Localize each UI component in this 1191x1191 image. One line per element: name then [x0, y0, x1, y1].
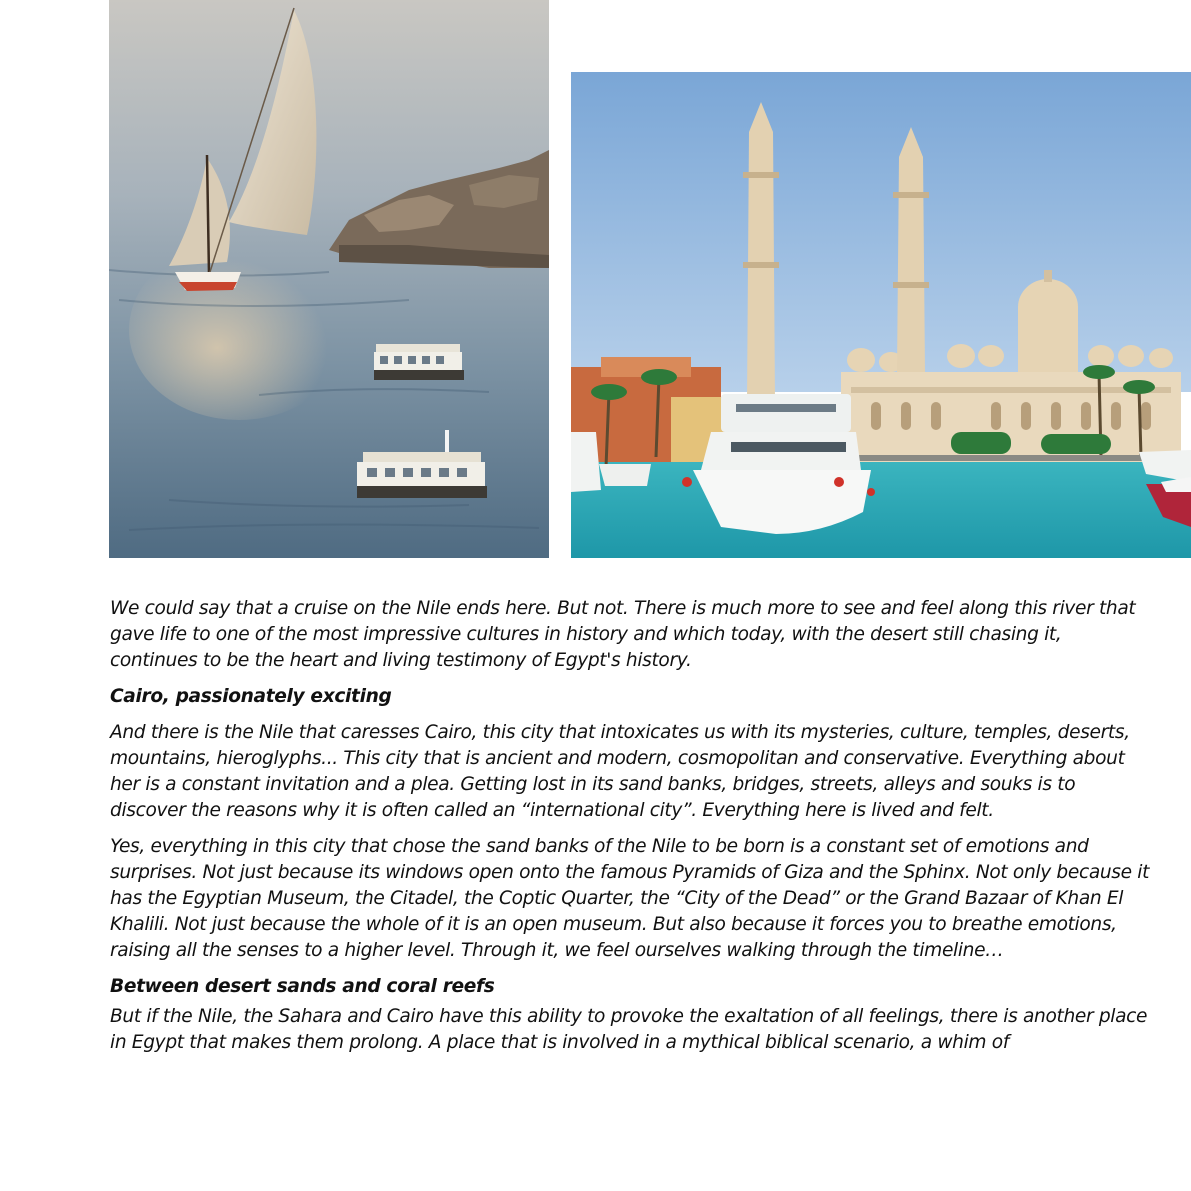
section-heading-desert-reefs: Between desert sands and coral reefs	[110, 976, 495, 997]
article-body	[110, 596, 1150, 1066]
cairo-paragraph-2: Yes, everything in this city that chose the sand banks of the Nile to be born is a constant set of emotions and surprises. Not just because its windows open onto the famous Pyramids of Giza and the Sphinx. Not only because it has the Egyptian Museum, the Citadel, the Coptic Quarter, the “City of the Dead” or the Grand Bazaar of Khan El Khalili. Not just because the whole of it is an open museum. But also because it forces you to breathe emotions, raising all the senses to a higher level. Through it, we feel ourselves walking through the timeline…	[110, 836, 1150, 961]
intro-paragraph: We could say that a cruise on the Nile ends here. But not. There is much more to see and feel along this river that gave life to one of the most impressive cultures in history and which today, with the desert still chasing it, continues to be the heart and living testimony of Egypt's history.	[110, 598, 1136, 671]
section-heading-cairo: Cairo, passionately exciting	[110, 686, 392, 707]
desert-reefs-paragraph: But if the Nile, the Sahara and Cairo have this ability to provoke the exaltation of all feelings, there is another place in Egypt that makes them prolong. A place that is involved in a mythical biblical scenario, a whim of	[110, 1006, 1148, 1053]
mosque-marina-photo	[571, 72, 1191, 558]
cairo-paragraph-1: And there is the Nile that caresses Cairo, this city that intoxicates us with its mysteries, culture, temples, deserts, mountains, hieroglyphs... This city that is ancient and modern, cosmopolitan and conservative. Everything about her is a constant invitation and a plea. Getting lost in its sand banks, bridges, streets, alleys and souks is to discover the reasons why it is often called an “international city”. Everything here is lived and felt.	[110, 722, 1130, 821]
nile-felucca-photo	[109, 0, 549, 558]
